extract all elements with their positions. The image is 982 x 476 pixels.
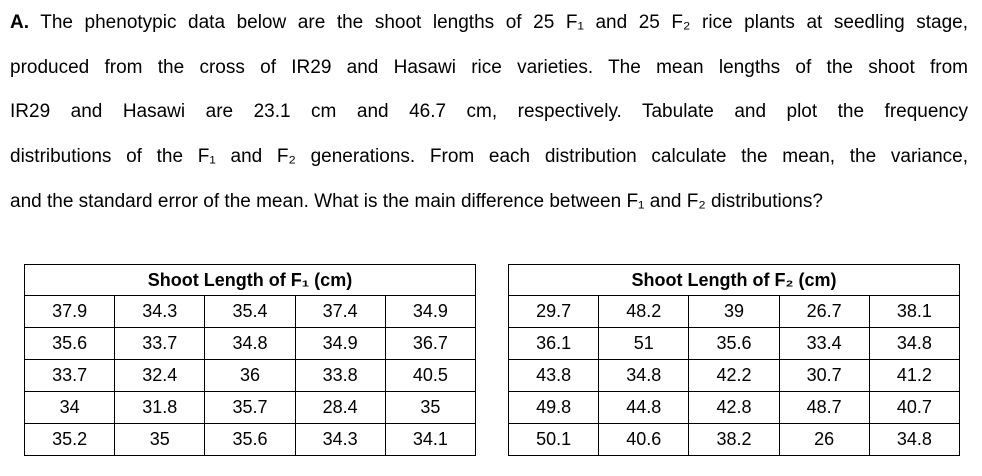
f1-table-cell: 33.8 bbox=[295, 360, 385, 392]
f2-table-cell: 33.4 bbox=[779, 328, 869, 360]
f1-table-cell: 35 bbox=[115, 424, 205, 456]
f2-table-cell: 34.8 bbox=[869, 424, 959, 456]
f1-table-cell: 34.1 bbox=[385, 424, 475, 456]
problem-line-4: distributions of the F₁ and F₂ generations. From each distribution calculate the mean, the variance, bbox=[10, 146, 968, 167]
f2-table-cell: 38.2 bbox=[689, 424, 779, 456]
f1-table-cell: 40.5 bbox=[385, 360, 475, 392]
f2-table-cell: 38.1 bbox=[869, 296, 959, 328]
f2-table bbox=[508, 264, 960, 456]
f1-table-row bbox=[25, 424, 476, 456]
f1-table-cell: 34.9 bbox=[295, 328, 385, 360]
f1-table-cell: 35.2 bbox=[25, 424, 115, 456]
f1-table-cell: 34 bbox=[25, 392, 115, 424]
problem-line-5: and the standard error of the mean. What is the main difference between F₁ and F₂ distributions? bbox=[10, 191, 823, 212]
f2-table-row bbox=[509, 328, 960, 360]
f2-table-cell: 30.7 bbox=[779, 360, 869, 392]
f2-table-cell: 42.2 bbox=[689, 360, 779, 392]
f2-table-cell: 48.7 bbox=[779, 392, 869, 424]
f1-table-cell: 34.8 bbox=[205, 328, 295, 360]
f1-table-cell: 35 bbox=[385, 392, 475, 424]
problem-line-1-text: The phenotypic data below are the shoot lengths of 25 F₁ and 25 F₂ rice plants at seedling stage, bbox=[40, 12, 968, 33]
f2-table-cell: 40.6 bbox=[599, 424, 689, 456]
problem-line-2: produced from the cross of IR29 and Hasawi rice varieties. The mean lengths of the shoot from bbox=[10, 57, 968, 78]
f1-table-cell: 35.4 bbox=[205, 296, 295, 328]
f1-table-row bbox=[25, 328, 476, 360]
f1-table-cell: 36 bbox=[205, 360, 295, 392]
f1-table-cell: 34.3 bbox=[295, 424, 385, 456]
f2-table-cell: 48.2 bbox=[599, 296, 689, 328]
f2-table-cell: 26.7 bbox=[779, 296, 869, 328]
f1-table-cell: 35.6 bbox=[205, 424, 295, 456]
f2-table-cell: 50.1 bbox=[509, 424, 599, 456]
f1-table-cell: 35.7 bbox=[205, 392, 295, 424]
f1-table-cell: 34.3 bbox=[115, 296, 205, 328]
f2-table-cell: 51 bbox=[599, 328, 689, 360]
f1-table-cell: 37.4 bbox=[295, 296, 385, 328]
f2-table-cell: 40.7 bbox=[869, 392, 959, 424]
f2-table-cell: 34.8 bbox=[599, 360, 689, 392]
f2-table-cell: 26 bbox=[779, 424, 869, 456]
f2-table-cell: 36.1 bbox=[509, 328, 599, 360]
f1-table-cell: 28.4 bbox=[295, 392, 385, 424]
f2-table-cell: 35.6 bbox=[689, 328, 779, 360]
f2-table-cell: 44.8 bbox=[599, 392, 689, 424]
f2-table-cell: 49.8 bbox=[509, 392, 599, 424]
f2-table-row bbox=[509, 360, 960, 392]
f2-table-cell: 43.8 bbox=[509, 360, 599, 392]
problem-label: A. bbox=[10, 12, 29, 33]
f1-table-cell: 34.9 bbox=[385, 296, 475, 328]
f1-table-cell: 37.9 bbox=[25, 296, 115, 328]
f1-table-row bbox=[25, 360, 476, 392]
f1-table-cell: 31.8 bbox=[115, 392, 205, 424]
f2-table-cell: 39 bbox=[689, 296, 779, 328]
f1-table-cell: 36.7 bbox=[385, 328, 475, 360]
f2-table-row bbox=[509, 392, 960, 424]
f1-table-cell: 33.7 bbox=[115, 328, 205, 360]
f1-table-row bbox=[25, 296, 476, 328]
f1-table-cell: 35.6 bbox=[25, 328, 115, 360]
f2-table-cell: 42.8 bbox=[689, 392, 779, 424]
f1-table-cell: 33.7 bbox=[25, 360, 115, 392]
f2-table-row bbox=[509, 424, 960, 456]
f1-table-title: Shoot Length of F₁ (cm) bbox=[25, 265, 476, 296]
f1-table-cell: 32.4 bbox=[115, 360, 205, 392]
f1-table bbox=[24, 264, 476, 456]
f2-table-cell: 34.8 bbox=[869, 328, 959, 360]
f2-table-row bbox=[509, 296, 960, 328]
f1-table-row bbox=[25, 392, 476, 424]
problem-line-3: IR29 and Hasawi are 23.1 cm and 46.7 cm, respectively. Tabulate and plot the frequency bbox=[10, 101, 968, 122]
f2-table-cell: 41.2 bbox=[869, 360, 959, 392]
problem-line-1 bbox=[10, 12, 968, 34]
f2-table-title: Shoot Length of F₂ (cm) bbox=[509, 265, 960, 296]
f2-table-cell: 29.7 bbox=[509, 296, 599, 328]
